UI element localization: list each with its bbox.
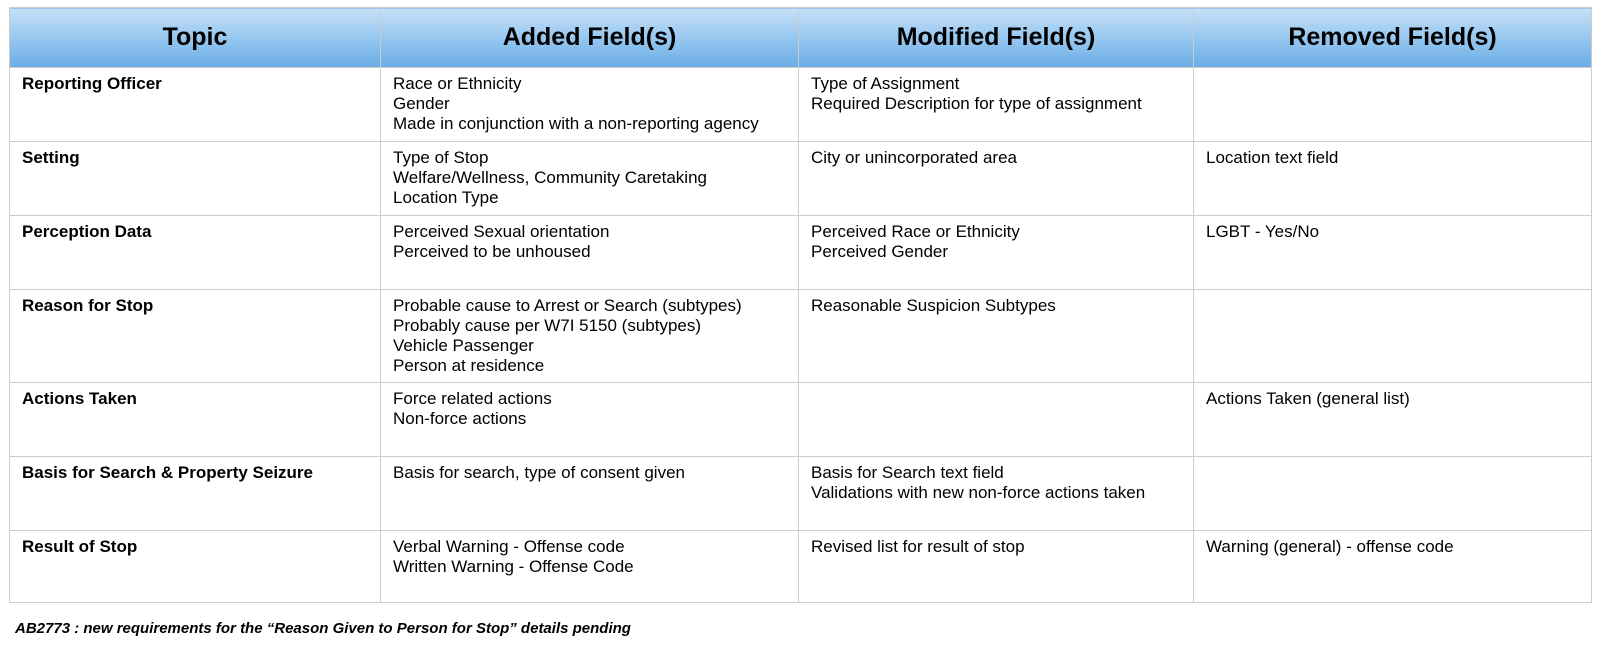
- table-row: [10, 290, 1592, 383]
- added-fields-cell: [381, 142, 799, 216]
- header-removed-fields: Removed Field(s): [1194, 8, 1592, 68]
- added-field-item: Vehicle Passenger: [393, 336, 534, 355]
- removed-field-item: Actions Taken (general list): [1206, 389, 1410, 408]
- added-field-item: Non-force actions: [393, 409, 527, 428]
- topic-cell: Reason for Stop: [10, 290, 381, 383]
- added-field-item: Basis for search, type of consent given: [393, 463, 685, 482]
- modified-field-item: Validations with new non-force actions taken: [811, 483, 1146, 502]
- modified-field-item: Basis for Search text field: [811, 463, 1004, 482]
- removed-field-item: Warning (general) - offense code: [1206, 537, 1454, 556]
- modified-fields-cell: [799, 290, 1194, 383]
- footnote: AB2773 : new requirements for the “Reason Given to Person for Stop” details pending: [15, 620, 631, 637]
- added-field-item: Type of Stop: [393, 148, 489, 167]
- added-field-item: Probably cause per W7I 5150 (subtypes): [393, 316, 702, 335]
- removed-fields-cell: [1194, 531, 1592, 603]
- modified-fields-cell: [799, 216, 1194, 290]
- topic-cell: Setting: [10, 142, 381, 216]
- table-row: [10, 383, 1592, 457]
- modified-field-item: Type of Assignment: [811, 74, 960, 93]
- table-header-row: [10, 8, 1592, 68]
- topic-cell: Perception Data: [10, 216, 381, 290]
- added-field-item: Welfare/Wellness, Community Caretaking: [393, 168, 707, 187]
- fields-change-table-container: [9, 7, 1591, 603]
- added-fields-cell: [381, 457, 799, 531]
- modified-field-item: Revised list for result of stop: [811, 537, 1025, 556]
- fields-change-table: [9, 7, 1592, 603]
- added-fields-cell: [381, 68, 799, 142]
- modified-field-item: City or unincorporated area: [811, 148, 1018, 167]
- removed-fields-cell: [1194, 68, 1592, 142]
- modified-fields-cell: [799, 383, 1194, 457]
- added-field-item: Probable cause to Arrest or Search (subtypes): [393, 296, 742, 315]
- topic-cell: Actions Taken: [10, 383, 381, 457]
- added-fields-cell: [381, 290, 799, 383]
- removed-fields-cell: [1194, 457, 1592, 531]
- added-field-item: Verbal Warning - Offense code: [393, 537, 625, 556]
- added-field-item: Race or Ethnicity: [393, 74, 522, 93]
- added-field-item: Gender: [393, 94, 450, 113]
- added-fields-cell: [381, 216, 799, 290]
- removed-fields-cell: [1194, 216, 1592, 290]
- added-field-item: Location Type: [393, 188, 499, 207]
- topic-cell: Reporting Officer: [10, 68, 381, 142]
- header-modified-fields: Modified Field(s): [799, 8, 1194, 68]
- topic-cell: Result of Stop: [10, 531, 381, 603]
- removed-fields-cell: [1194, 290, 1592, 383]
- added-field-item: Made in conjunction with a non-reporting agency: [393, 114, 759, 133]
- table-row: [10, 68, 1592, 142]
- added-field-item: Force related actions: [393, 389, 552, 408]
- table-row: [10, 142, 1592, 216]
- modified-fields-cell: [799, 142, 1194, 216]
- removed-field-item: LGBT - Yes/No: [1206, 222, 1320, 241]
- modified-fields-cell: [799, 531, 1194, 603]
- added-fields-cell: [381, 531, 799, 603]
- header-added-fields: Added Field(s): [381, 8, 799, 68]
- header-topic: Topic: [10, 8, 381, 68]
- topic-cell: Basis for Search & Property Seizure: [10, 457, 381, 531]
- modified-fields-cell: [799, 457, 1194, 531]
- table-row: [10, 216, 1592, 290]
- added-field-item: Perceived to be unhoused: [393, 242, 591, 261]
- added-fields-cell: [381, 383, 799, 457]
- modified-field-item: Reasonable Suspicion Subtypes: [811, 296, 1056, 315]
- modified-field-item: Perceived Gender: [811, 242, 949, 261]
- modified-fields-cell: [799, 68, 1194, 142]
- modified-field-item: Required Description for type of assignment: [811, 94, 1142, 113]
- table-row: [10, 457, 1592, 531]
- removed-fields-cell: [1194, 383, 1592, 457]
- removed-fields-cell: [1194, 142, 1592, 216]
- added-field-item: Person at residence: [393, 356, 545, 375]
- removed-field-item: Location text field: [1206, 148, 1339, 167]
- table-row: [10, 531, 1592, 603]
- added-field-item: Perceived Sexual orientation: [393, 222, 610, 241]
- modified-field-item: Perceived Race or Ethnicity: [811, 222, 1020, 241]
- added-field-item: Written Warning - Offense Code: [393, 557, 634, 576]
